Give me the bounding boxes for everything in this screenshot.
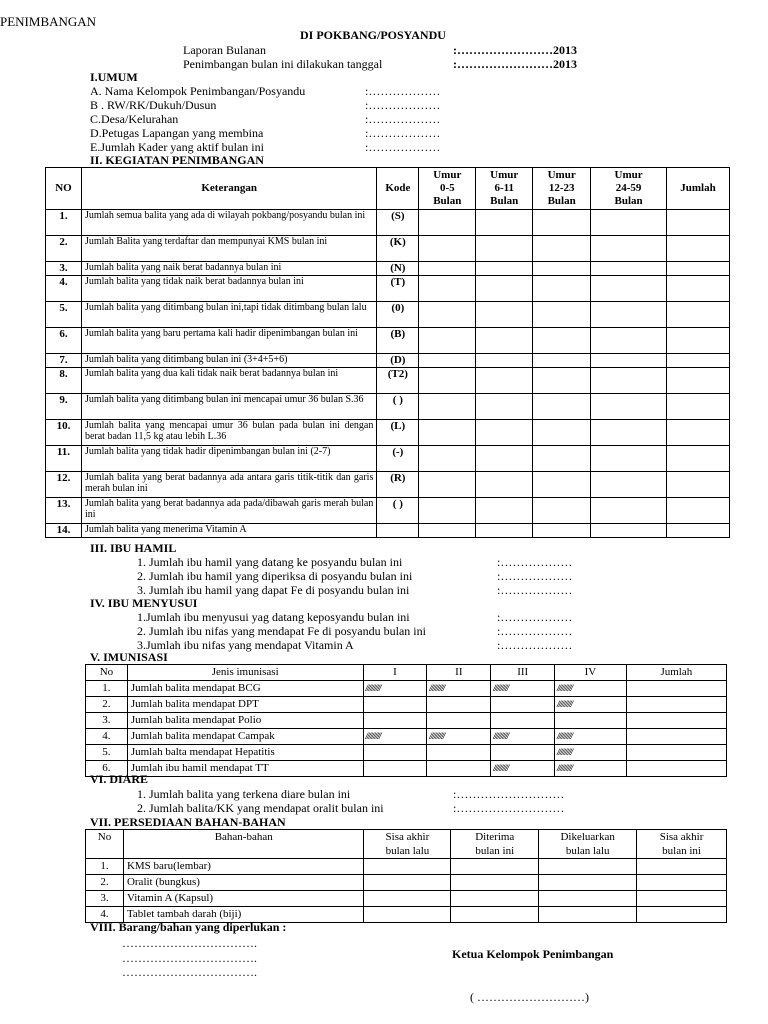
umum-item-value: :……………… [365,126,441,140]
row-value-cell[interactable] [667,210,730,236]
row-value-cell[interactable] [533,210,591,236]
row-value-cell[interactable] [363,761,427,777]
row-kode: ( ) [377,498,419,524]
row-value-cell[interactable] [591,328,667,354]
row-value-cell[interactable] [591,262,667,276]
ibu-hamil-item-value: :……………… [497,569,573,583]
imunisasi-row [86,729,727,745]
row-value-cell[interactable] [667,354,730,368]
hatched-cell: ////////// [555,745,627,761]
imunisasi-row [86,745,727,761]
kegiatan-row [46,210,730,236]
kegiatan-col-header: Jumlah [667,168,730,210]
hatched-cell: ////////// [555,681,627,697]
row-value-cell[interactable] [533,524,591,538]
row-value-cell[interactable] [539,907,637,923]
row-keterangan: Jumlah balita yang tidak hadir dipenimbangan bulan ini (2-7) [81,446,376,472]
row-value-cell[interactable] [555,713,627,729]
kegiatan-row [46,328,730,354]
row-value-cell[interactable] [667,498,730,524]
kegiatan-col-header: Umur 24-59 Bulan [591,168,667,210]
row-value-cell[interactable] [591,524,667,538]
row-value-cell[interactable] [533,302,591,328]
row-kode: (0) [377,302,419,328]
persediaan-col-header: Bahan-bahan [123,830,364,859]
hatched-cell: ////////// [363,729,427,745]
kegiatan-col-header: Umur 0-5 Bulan [419,168,476,210]
row-jenis: Jumlah balita mendapat DPT [127,697,363,713]
row-value-cell[interactable] [667,236,730,262]
row-value-cell[interactable] [533,276,591,302]
row-no: 4. [86,729,128,745]
row-value-cell[interactable] [667,328,730,354]
persediaan-col-header: No [86,830,124,859]
row-value-cell[interactable] [364,859,451,875]
row-value-cell[interactable] [667,368,730,394]
kegiatan-row [46,498,730,524]
kegiatan-row [46,354,730,368]
row-value-cell[interactable] [539,891,637,907]
hatched-cell: ////////// [491,729,555,745]
row-kode [377,524,419,538]
kegiatan-row [46,276,730,302]
row-value-cell[interactable] [591,446,667,472]
row-value-cell[interactable] [364,907,451,923]
ibu-menyusui-item-label: 1.Jumlah ibu menyusui yag datang keposyandu bulan ini [137,610,410,624]
row-bahan: Vitamin A (Kapsul) [123,891,364,907]
row-value-cell[interactable] [533,420,591,446]
row-value-cell[interactable] [476,210,533,236]
row-no: 10. [46,420,82,446]
row-kode: (K) [377,236,419,262]
row-keterangan: Jumlah Balita yang terdaftar dan mempunyai KMS bulan ini [81,236,376,262]
row-value-cell[interactable] [476,354,533,368]
row-no: 12. [46,472,82,498]
kegiatan-row [46,302,730,328]
row-value-cell[interactable] [667,524,730,538]
row-kode: (S) [377,210,419,236]
row-value-cell[interactable] [491,697,555,713]
row-no: 2. [46,236,82,262]
ibu-hamil-item-label: 3. Jumlah ibu hamil yang dapat Fe di posyandu bulan ini [137,583,410,597]
row-value-cell[interactable] [667,446,730,472]
row-keterangan: Jumlah balita yang mencapai umur 36 bulan pada bulan ini dengan berat badan 11,5 kg atau lebih L.36 [81,420,376,446]
diare-item-value: :……………………… [453,787,565,801]
row-value-cell[interactable] [591,368,667,394]
row-value-cell[interactable] [419,302,476,328]
imunisasi-col-header: III [491,665,555,681]
imunisasi-col-header: Jenis imunisasi [127,665,363,681]
row-no: 3. [46,262,82,276]
row-no: 6. [86,761,128,777]
row-keterangan: Jumlah semua balita yang ada di wilayah pokbang/posyandu bulan ini [81,210,376,236]
row-value-cell[interactable] [419,276,476,302]
kegiatan-row [46,262,730,276]
row-value-cell[interactable] [591,498,667,524]
row-no: 8. [46,368,82,394]
row-value-cell[interactable] [491,713,555,729]
row-value-cell[interactable] [533,328,591,354]
row-keterangan: Jumlah balita yang naik berat badannya bulan ini [81,262,376,276]
row-no: 1. [86,681,128,697]
row-value-cell[interactable] [476,262,533,276]
row-no: 3. [86,713,128,729]
row-value-cell[interactable] [419,262,476,276]
ibu-menyusui-item-value: :……………… [497,610,573,624]
hatched-cell: ////////// [491,761,555,777]
row-value-cell[interactable] [667,276,730,302]
row-value-cell[interactable] [451,907,539,923]
imunisasi-col-header: IV [555,665,627,681]
kegiatan-row [46,420,730,446]
imunisasi-col-header: I [363,665,427,681]
hatched-cell: ////////// [555,729,627,745]
umum-item-value: :……………… [365,112,441,126]
page-title: DI POKBANG/POSYANDU [300,28,446,42]
hatched-cell: ////////// [555,761,627,777]
persediaan-heading: VII. PERSEDIAAN BAHAN-BAHAN [90,815,286,829]
row-value-cell[interactable] [427,713,491,729]
row-jenis: Jumlah balta mendapat Hepatitis [127,745,363,761]
kegiatan-row [46,524,730,538]
row-value-cell[interactable] [533,368,591,394]
hatched-cell: ////////// [427,681,491,697]
row-value-cell[interactable] [533,446,591,472]
kegiatan-col-header: Kode [377,168,419,210]
row-value-cell[interactable] [476,420,533,446]
row-jenis: Jumlah balita mendapat Campak [127,729,363,745]
row-no: 3. [86,891,124,907]
ibu-hamil-heading: III. IBU HAMIL [90,541,177,555]
ibu-hamil-item-label: 1. Jumlah ibu hamil yang datang ke posyandu bulan ini [137,555,403,569]
row-value-cell[interactable] [476,276,533,302]
row-value-cell[interactable] [637,907,727,923]
row-keterangan: Jumlah balita yang berat badannya ada antara garis titik-titik dan garis merah bulan ini [81,472,376,498]
persediaan-row [86,875,727,891]
row-value-cell[interactable] [637,859,727,875]
diare-item-label: 1. Jumlah balita yang terkena diare bulan ini [137,787,351,801]
umum-item-label: E.Jumlah Kader yang aktif bulan ini [90,140,264,154]
ibu-menyusui-item-value: :……………… [497,624,573,638]
row-no: 9. [46,394,82,420]
kegiatan-col-header: NO [46,168,82,210]
kegiatan-col-header: Umur 12-23 Bulan [533,168,591,210]
row-value-cell[interactable] [476,446,533,472]
ibu-hamil-item-value: :……………… [497,555,573,569]
row-value-cell[interactable] [626,745,726,761]
row-value-cell[interactable] [533,394,591,420]
row-value-cell[interactable] [491,745,555,761]
row-keterangan: Jumlah balita yang dua kali tidak naik berat badannya bulan ini [81,368,376,394]
row-value-cell[interactable] [591,354,667,368]
imunisasi-row [86,681,727,697]
row-value-cell[interactable] [626,713,726,729]
hatched-cell: ////////// [491,681,555,697]
row-value-cell[interactable] [591,236,667,262]
signature-name: ( ………………………) [470,990,589,1004]
row-keterangan: Jumlah balita yang ditimbang bulan ini (3+4+5+6) [81,354,376,368]
row-value-cell[interactable] [533,262,591,276]
row-bahan: Oralit (bungkus) [123,875,364,891]
diare-item-value: :……………………… [453,801,565,815]
ibu-menyusui-item-label: 3.Jumlah ibu nifas yang mendapat Vitamin A [137,638,354,652]
row-value-cell[interactable] [667,472,730,498]
row-keterangan: Jumlah balita yang berat badannya ada pada/dibawah garis merah bulan ini [81,498,376,524]
row-value-cell[interactable] [419,524,476,538]
row-kode: (N) [377,262,419,276]
row-value-cell[interactable] [419,236,476,262]
row-jenis: Jumlah balita mendapat Polio [127,713,363,729]
row-value-cell[interactable] [591,210,667,236]
barang-line-3: ……………………………. [122,965,257,979]
imunisasi-table [85,664,727,777]
ibu-menyusui-item-label: 2. Jumlah ibu nifas yang mendapat Fe di posyandu bulan ini [137,624,426,638]
imunisasi-heading: V. IMUNISASI [90,650,168,664]
kegiatan-row [46,236,730,262]
date-label: Penimbangan bulan ini dilakukan tanggal [183,57,383,71]
row-value-cell[interactable] [591,472,667,498]
persediaan-row [86,891,727,907]
row-value-cell[interactable] [626,761,726,777]
row-value-cell[interactable] [419,420,476,446]
row-value-cell[interactable] [427,761,491,777]
imunisasi-col-header: Jumlah [626,665,726,681]
imunisasi-row [86,761,727,777]
ibu-menyusui-heading: IV. IBU MENYUSUI [90,596,198,610]
row-value-cell[interactable] [451,859,539,875]
row-value-cell[interactable] [419,328,476,354]
row-value-cell[interactable] [533,498,591,524]
row-keterangan: Jumlah balita yang baru pertama kali hadir dipenimbangan bulan ini [81,328,376,354]
row-value-cell[interactable] [363,713,427,729]
row-value-cell[interactable] [419,394,476,420]
row-value-cell[interactable] [419,472,476,498]
row-no: 1. [86,859,124,875]
row-no: 6. [46,328,82,354]
row-value-cell[interactable] [363,745,427,761]
row-kode: (T2) [377,368,419,394]
imunisasi-row [86,713,727,729]
persediaan-table [85,829,727,923]
row-no: 13. [46,498,82,524]
row-value-cell[interactable] [451,891,539,907]
row-value-cell[interactable] [427,697,491,713]
persediaan-row [86,859,727,875]
row-kode: ( ) [377,394,419,420]
row-value-cell[interactable] [591,420,667,446]
diare-item-label: 2. Jumlah balita/KK yang mendapat oralit bulan ini [137,801,384,815]
row-value-cell[interactable] [539,875,637,891]
row-value-cell[interactable] [476,498,533,524]
row-value-cell[interactable] [533,236,591,262]
kegiatan-row [46,368,730,394]
row-value-cell[interactable] [626,697,726,713]
ibu-hamil-item-value: :……………… [497,583,573,597]
row-value-cell[interactable] [626,681,726,697]
imunisasi-col-header: No [86,665,128,681]
row-value-cell[interactable] [476,394,533,420]
top-left-heading: PENIMBANGAN [0,14,97,29]
kegiatan-col-header: Umur 6-11 Bulan [476,168,533,210]
row-kode: (D) [377,354,419,368]
row-value-cell[interactable] [539,859,637,875]
row-value-cell[interactable] [419,368,476,394]
row-value-cell[interactable] [637,891,727,907]
kegiatan-heading: II. KEGIATAN PENIMBANGAN [90,153,264,167]
row-value-cell[interactable] [626,729,726,745]
umum-item-label: C.Desa/Kelurahan [90,112,179,126]
kegiatan-col-header: Keterangan [81,168,376,210]
report-value: :……………………2013 [453,43,577,57]
barang-line-1: ……………………………. [122,936,257,950]
row-no: 1. [46,210,82,236]
diare-heading: VI. DIARE [90,772,149,786]
row-no: 11. [46,446,82,472]
row-keterangan: Jumlah balita yang ditimbang bulan ini,tapi tidak ditimbang bulan lalu [81,302,376,328]
umum-item-label: B . RW/RK/Dukuh/Dusun [90,98,217,112]
umum-item-value: :……………… [365,84,441,98]
row-no: 2. [86,697,128,713]
hatched-cell: ////////// [427,729,491,745]
ibu-hamil-item-label: 2. Jumlah ibu hamil yang diperiksa di posyandu bulan ini [137,569,413,583]
row-kode: (R) [377,472,419,498]
row-value-cell[interactable] [591,394,667,420]
row-no: 2. [86,875,124,891]
row-value-cell[interactable] [427,745,491,761]
report-label: Laporan Bulanan [183,43,266,57]
persediaan-col-header: Dikeluarkan bulan lalu [539,830,637,859]
row-value-cell[interactable] [591,276,667,302]
row-value-cell[interactable] [667,394,730,420]
row-value-cell[interactable] [419,210,476,236]
umum-item-label: A. Nama Kelompok Penimbangan/Posyandu [90,84,306,98]
row-value-cell[interactable] [476,524,533,538]
umum-item-value: :……………… [365,140,441,154]
row-value-cell[interactable] [476,368,533,394]
row-value-cell[interactable] [637,875,727,891]
hatched-cell: ////////// [363,681,427,697]
row-value-cell[interactable] [419,354,476,368]
imunisasi-row [86,697,727,713]
row-no: 14. [46,524,82,538]
row-value-cell[interactable] [419,498,476,524]
row-no: 5. [46,302,82,328]
date-value: :……………………2013 [453,57,577,71]
row-value-cell[interactable] [364,891,451,907]
signature-title: Ketua Kelompok Penimbangan [452,947,614,961]
row-value-cell[interactable] [476,236,533,262]
row-no: 7. [46,354,82,368]
row-value-cell[interactable] [591,302,667,328]
row-keterangan: Jumlah balita yang ditimbang bulan ini mencapai umur 36 bulan S.36 [81,394,376,420]
row-keterangan: Jumlah balita yang menerima Vitamin A [81,524,376,538]
barang-heading: VIII. Barang/bahan yang diperlukan : [90,920,287,934]
persediaan-col-header: Diterima bulan ini [451,830,539,859]
persediaan-col-header: Sisa akhir bulan lalu [364,830,451,859]
imunisasi-col-header: II [427,665,491,681]
row-no: 5. [86,745,128,761]
hatched-cell: ////////// [555,697,627,713]
row-value-cell[interactable] [419,446,476,472]
row-value-cell[interactable] [363,697,427,713]
kegiatan-table [45,167,730,538]
row-bahan: KMS baru(lembar) [123,859,364,875]
barang-line-2: ……………………………. [122,951,257,965]
row-kode: (-) [377,446,419,472]
kegiatan-row [46,446,730,472]
row-value-cell[interactable] [476,302,533,328]
umum-item-label: D.Petugas Lapangan yang membina [90,126,264,140]
row-value-cell[interactable] [364,875,451,891]
kegiatan-row [46,472,730,498]
row-kode: (T) [377,276,419,302]
row-jenis: Jumlah ibu hamil mendapat TT [127,761,363,777]
row-value-cell[interactable] [451,875,539,891]
kegiatan-row [46,394,730,420]
ibu-menyusui-item-value: :……………… [497,638,573,652]
row-no: 4. [86,907,124,923]
persediaan-col-header: Sisa akhir bulan ini [637,830,727,859]
row-keterangan: Jumlah balita yang tidak naik berat badannya bulan ini [81,276,376,302]
row-value-cell[interactable] [667,420,730,446]
row-value-cell[interactable] [667,302,730,328]
row-value-cell[interactable] [476,472,533,498]
row-value-cell[interactable] [476,328,533,354]
umum-item-value: :……………… [365,98,441,112]
row-value-cell[interactable] [533,354,591,368]
row-kode: (L) [377,420,419,446]
row-value-cell[interactable] [533,472,591,498]
row-jenis: Jumlah balita mendapat BCG [127,681,363,697]
row-kode: (B) [377,328,419,354]
row-no: 4. [46,276,82,302]
umum-heading: I.UMUM [90,70,138,84]
row-bahan: Tablet tambah darah (biji) [123,907,364,923]
row-value-cell[interactable] [667,262,730,276]
